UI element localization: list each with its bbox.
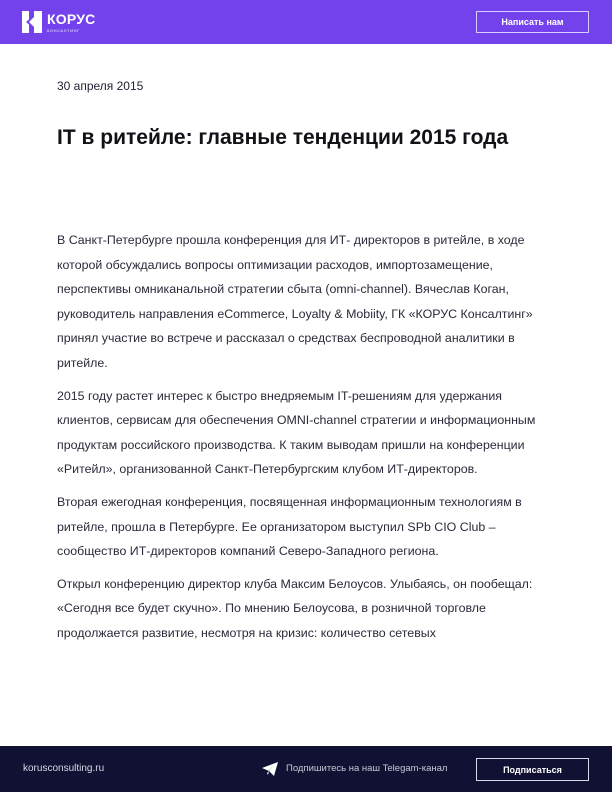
site-link[interactable]: korusconsulting.ru <box>23 763 105 774</box>
article-title: IT в ритейле: главные тенденции 2015 года <box>57 126 509 149</box>
article-paragraph: Открыл конференцию директор клуба Максим Белоусов. Улыбаясь, он пообещал: «Сегодня все будет скучно». По мнению Белоусова, в розничной торговле продолжается развитие, несмотря на кризис: количество сетевых <box>57 576 533 640</box>
korus-logo-icon <box>22 11 42 33</box>
footer-bar <box>0 746 612 792</box>
telegram-icon <box>262 762 278 776</box>
logo-wordmark: КОРУС <box>47 11 96 27</box>
article-paragraph: Вторая ежегодная конференция, посвященная информационным технологиям в ритейле, прошла в Петербурге. Ее организатором выступил SPb CIO Club – сообщество ИТ-директоров компаний Северо-Западного региона. <box>57 494 522 559</box>
article-paragraph: 2015 году растет интерес к быстро внедряемым IT-решениям для удержания клиентов, сервисам для обеспечения OMNI-channel стратегии и информационным продуктам российского производства. К таким выводам пришли на конференции «Ритейл», организованной Санкт-Петербургским клубом ИТ-директоров. <box>57 388 536 477</box>
top-header <box>0 0 612 44</box>
article-body <box>57 228 549 654</box>
telegram-prompt: Подпишитесь на наш Telegam-канал <box>286 763 448 774</box>
logo-subtitle: КОНСАЛТИНГ <box>47 28 80 33</box>
write-us-button[interactable]: Написать нам <box>476 11 589 33</box>
article-date: 30 апреля 2015 <box>57 79 144 93</box>
korus-logo[interactable] <box>22 11 95 35</box>
subscribe-button[interactable]: Подписаться <box>476 758 589 781</box>
article-paragraph: В Санкт-Петербурге прошла конференция для ИТ- директоров в ритейле, в ходе которой обсуждались вопросы оптимизации расходов, импортозамещение, перспективы омниканальной стратегии сбыта (omni-channel). Вячеслав Коган, руководитель направления eCommerce, Loyalty & Mobiity, ГК «КОРУС Консалтинг» принял участие во встрече и рассказал о средствах беспроводной аналитики в ритейле. <box>57 233 533 370</box>
